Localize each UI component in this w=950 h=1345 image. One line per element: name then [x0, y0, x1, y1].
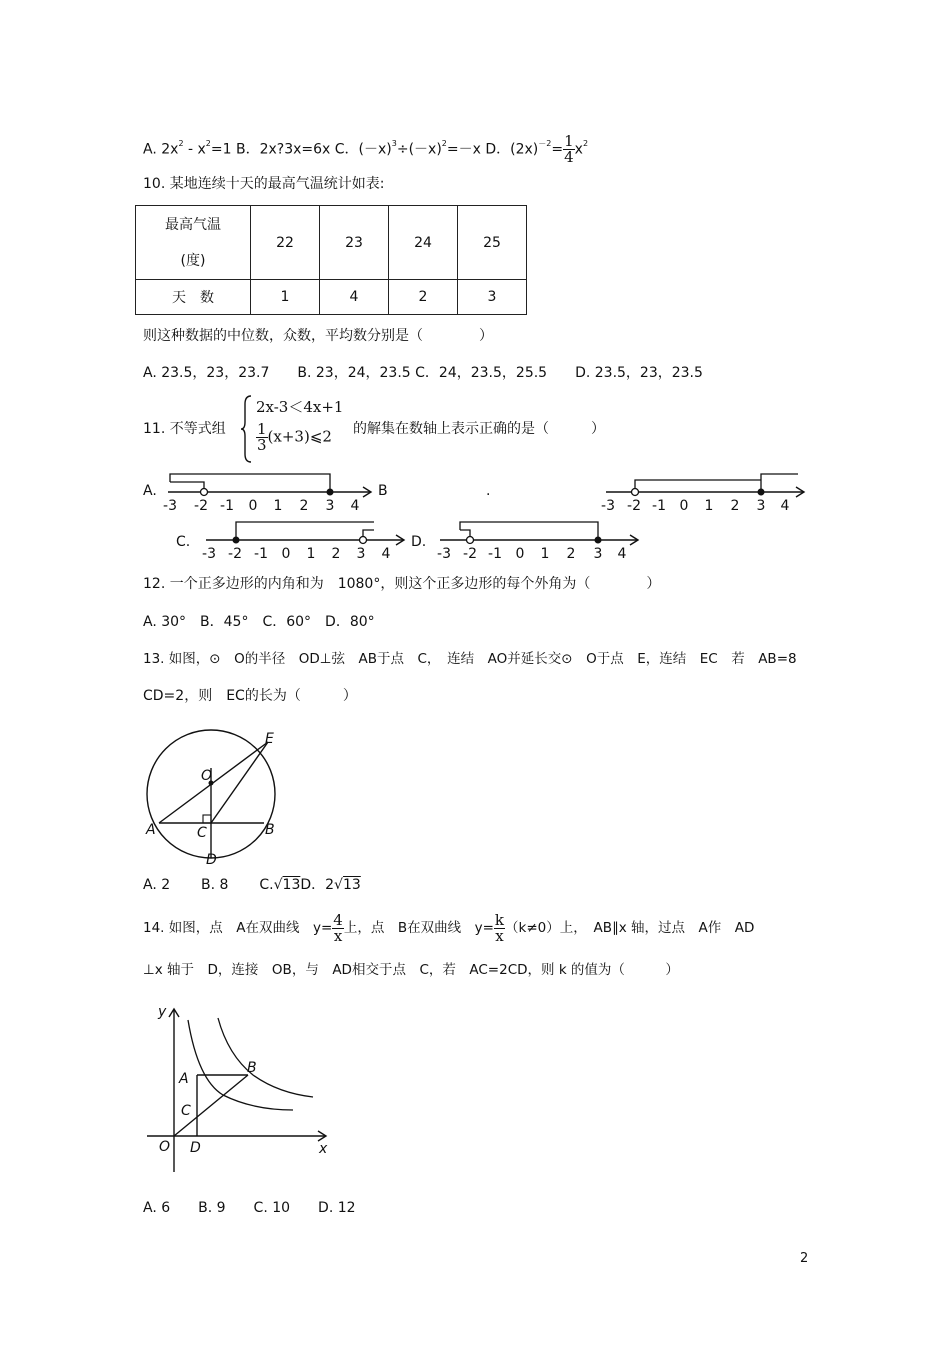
- q11-brace: [240, 394, 254, 464]
- number-line-b: [598, 470, 810, 515]
- svg-text:-2: -2: [228, 546, 242, 562]
- svg-text:-1: -1: [220, 498, 234, 514]
- svg-text:-1: -1: [488, 546, 502, 562]
- temperature-table: [135, 205, 527, 315]
- svg-text:-3: -3: [437, 546, 451, 562]
- q12-stem: 12. 一个正多边形的内角和为 1080°，则这个正多边形的每个外角为（ ）: [143, 576, 661, 592]
- svg-text:-2: -2: [194, 498, 208, 514]
- svg-text:2: 2: [566, 546, 576, 562]
- svg-text:O: O: [201, 768, 213, 784]
- svg-text:A: A: [146, 822, 156, 838]
- svg-text:A: A: [179, 1071, 189, 1087]
- svg-text:2: 2: [299, 498, 309, 514]
- q11-suffix: 的解集在数轴上表示正确的是（ ）: [353, 421, 605, 437]
- table-cell-temp: 24: [389, 206, 458, 280]
- q11-label-b: B: [378, 483, 388, 499]
- q11-ineq2: $\frac{1}{3}$ (x+3)⩽2: [257, 420, 332, 454]
- q13-circle-figure: [140, 728, 290, 868]
- svg-text:O: O: [159, 1139, 171, 1155]
- svg-text:x: x: [319, 1141, 328, 1157]
- number-line-a: [160, 470, 390, 515]
- q14-hyperbola-figure: [143, 1000, 333, 1175]
- q11-ineq1: 2x-3＜4x+1: [256, 398, 344, 416]
- svg-text:D: D: [206, 852, 217, 868]
- table-days-label: 天 数: [136, 280, 251, 315]
- q11-label-a: A.: [143, 483, 157, 499]
- q11-separator-dot: .: [486, 483, 491, 499]
- number-line-d: [432, 518, 644, 563]
- table-cell-days: 4: [320, 280, 389, 315]
- svg-text:-2: -2: [627, 498, 641, 514]
- svg-text:y: y: [158, 1004, 167, 1020]
- q11-label-d: D.: [411, 534, 427, 550]
- q13-option-b: B. 8: [201, 877, 229, 893]
- svg-text:3: 3: [325, 498, 335, 514]
- svg-text:1: 1: [306, 546, 316, 562]
- q11-label-c: C.: [176, 534, 191, 550]
- q13-stem-1: 13. 如图，⊙ O的半径 OD⊥弦 AB于点 C， 连结 AO并延长交⊙ O于点 E，连结 EC 若 AB=8: [143, 651, 797, 667]
- svg-text:0: 0: [281, 546, 291, 562]
- svg-text:-2: -2: [463, 546, 477, 562]
- svg-text:-1: -1: [652, 498, 666, 514]
- svg-text:0: 0: [248, 498, 258, 514]
- svg-text:2: 2: [730, 498, 740, 514]
- svg-text:4: 4: [350, 498, 360, 514]
- q13-stem-2: CD=2，则 EC的长为（ ）: [143, 688, 357, 704]
- q14-options: A. 6 B. 9 C. 10 D. 12: [143, 1200, 356, 1216]
- table-cell-days: 1: [251, 280, 320, 315]
- svg-text:-1: -1: [254, 546, 268, 562]
- table-cell-days: 2: [389, 280, 458, 315]
- svg-text:0: 0: [679, 498, 689, 514]
- q14-stem-2: ⊥x 轴于 D，连接 OB，与 AD相交于点 C，若 AC=2CD，则 k 的值为（ ）: [143, 962, 679, 978]
- q10-options: A. 23.5，23，23.7 B. 23，24，23.5 C．24，23.5，25.5 D. 23.5，23，23.5: [143, 365, 703, 381]
- svg-text:B: B: [265, 822, 275, 838]
- page-number: 2: [800, 1251, 809, 1266]
- q10-stem: 10. 某地连续十天的最高气温统计如表:: [143, 176, 385, 192]
- svg-text:1: 1: [273, 498, 283, 514]
- svg-text:0: 0: [515, 546, 525, 562]
- table-cell-temp: 22: [251, 206, 320, 280]
- svg-text:3: 3: [356, 546, 366, 562]
- svg-text:B: B: [247, 1060, 257, 1076]
- q13-option-c: C.: [259, 877, 274, 893]
- number-line-c: [198, 518, 410, 563]
- q13-options: A. 2 B. 8 C.√13D．2√13: [143, 877, 361, 893]
- svg-text:4: 4: [617, 546, 627, 562]
- svg-text:4: 4: [780, 498, 790, 514]
- q11-prefix: 11. 不等式组: [143, 421, 226, 437]
- svg-text:-3: -3: [163, 498, 177, 514]
- q9-options: A. $2x^2 - x^2=1$ B．2x?3x=6x C．$(-x)^3\div(-x)^2=-x$ D．$(2x)^{-2}=$ $\frac{1}{4}$ $x^2$: [143, 132, 589, 166]
- svg-text:E: E: [265, 731, 274, 747]
- svg-text:3: 3: [593, 546, 603, 562]
- q13-option-d: D．2: [300, 877, 335, 893]
- svg-text:C: C: [181, 1103, 191, 1119]
- svg-text:2: 2: [331, 546, 341, 562]
- q10-question: 则这种数据的中位数，众数，平均数分别是（ ）: [143, 328, 493, 344]
- svg-text:C: C: [197, 825, 207, 841]
- table-cell-temp: 25: [458, 206, 527, 280]
- q12-options: A. 30° B．45° C．60° D．80°: [143, 614, 375, 630]
- svg-text:-3: -3: [202, 546, 216, 562]
- table-header-label: 最高气温 (度): [136, 206, 251, 280]
- q14-stem-1: 14. 如图，点 A在双曲线 y= $\frac{4}{x}$ 上，点 B在双曲线 y= $\frac{k}{x}$ （k≠0）上， AB∥x 轴，过点 A作 AD: [143, 910, 755, 945]
- svg-text:1: 1: [704, 498, 714, 514]
- svg-text:-3: -3: [601, 498, 615, 514]
- table-cell-temp: 23: [320, 206, 389, 280]
- svg-text:4: 4: [381, 546, 391, 562]
- table-cell-days: 3: [458, 280, 527, 315]
- q13-option-a: A. 2: [143, 877, 171, 893]
- svg-text:D: D: [190, 1140, 201, 1156]
- svg-text:1: 1: [540, 546, 550, 562]
- q9-d-fraction: $\frac{1}{4}$: [564, 132, 574, 166]
- svg-text:3: 3: [756, 498, 766, 514]
